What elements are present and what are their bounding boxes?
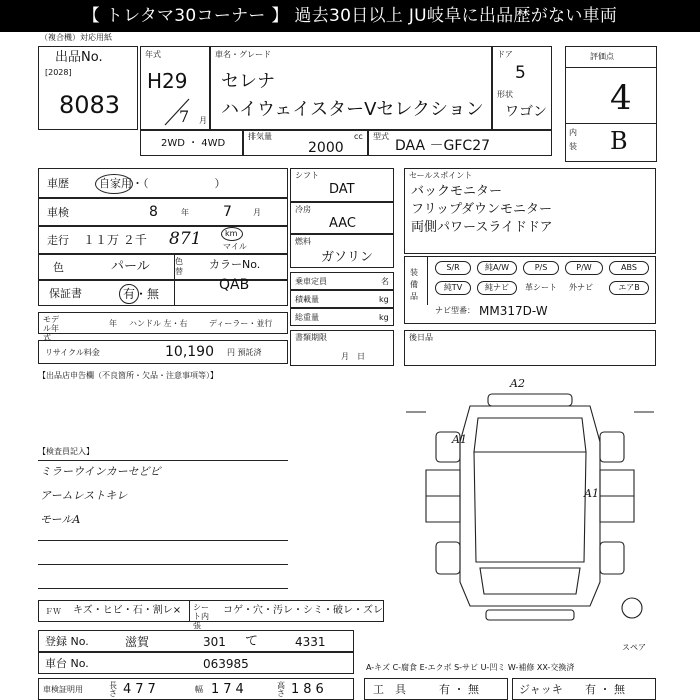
reg-kana: て: [245, 634, 259, 649]
shift-box: [290, 168, 394, 202]
sales-box: [404, 168, 656, 254]
dim-width: 174: [211, 682, 248, 697]
color-value: パール: [111, 259, 150, 274]
warranty-yes-circle: [119, 284, 139, 304]
equipment-box: [404, 256, 656, 324]
equip-tv: 純TV: [435, 281, 471, 295]
body-value: ワゴン: [505, 104, 547, 120]
displacement-value: 2000: [308, 140, 344, 156]
load-label: 積載量: [295, 295, 319, 304]
grade-name: ハイウェイスターVセレクション: [221, 99, 484, 120]
color-no-label: カラーNo.: [209, 258, 261, 271]
mileage-label: 走行: [47, 234, 69, 247]
chassis-label: 車台 No.: [45, 657, 89, 670]
form-note: （複合機）対応用紙: [40, 33, 112, 42]
equip-sunroof: S/R: [435, 261, 471, 275]
seat-value: コゲ・穴・汚レ・シミ・破レ・ズレ: [223, 605, 383, 616]
fuel-label: 燃料: [295, 237, 311, 246]
model-year-label: モデル年式: [43, 315, 59, 342]
navi-label: ナビ型番：: [435, 306, 475, 315]
equip-ext-navi: 外ナビ: [569, 283, 593, 292]
damage-legend: A-キズ C-腐食 E-エクボ S-サビ U-凹ミ W-補修 XX-交換済: [366, 663, 575, 672]
handle-value: ハンドル 左・右: [129, 319, 188, 328]
year-slash: [161, 97, 191, 127]
color-divider: [174, 254, 175, 306]
model-year-row: [38, 312, 288, 342]
doors-value: 5: [515, 63, 526, 83]
shift-value: DAT: [329, 182, 355, 197]
interior-label-1: 内: [569, 128, 577, 137]
inspector-note-2: アームレストキレ: [40, 489, 128, 502]
shift-label: シフト: [295, 171, 319, 180]
displacement-unit: cc: [354, 132, 363, 141]
sales-point-3: 両側パワースライドドア: [411, 220, 553, 235]
load-box: [290, 290, 394, 308]
weight-label: 総重量: [295, 313, 319, 322]
chassis-row: [38, 652, 354, 674]
history-label: 車歴: [47, 177, 69, 190]
inspector-line-3: [38, 588, 288, 589]
dim-width-label: 幅: [195, 685, 203, 694]
weight-unit: kg: [379, 313, 389, 322]
inspector-note-1: ミラーウインカーセどビ: [40, 465, 161, 478]
recycle-unit: 円 預託済: [227, 348, 262, 357]
fw-label: ＦＷ: [45, 607, 61, 616]
dim-length-label: 長さ: [109, 681, 117, 698]
dealer-value: ディーラー・並行: [209, 319, 273, 328]
after-label: 後日品: [409, 333, 433, 342]
recycle-value: 10,190: [165, 344, 214, 360]
equip-power-window: P/W: [565, 261, 603, 275]
seller-notes-label: 【出品店申告欄（不良箇所・欠品・注意事項等）】: [38, 371, 218, 380]
equip-alloy-wheel: 純A/W: [477, 261, 517, 275]
month-suffix: 月: [199, 116, 207, 125]
displacement-box: [243, 130, 368, 156]
warranty-row: [38, 277, 288, 306]
doors-label: ドア: [497, 50, 513, 59]
equipment-label: 装備品: [410, 268, 418, 301]
inspector-line-2: [38, 564, 288, 565]
inspection-year-unit: 年: [181, 208, 189, 217]
body-label: 形状: [497, 90, 513, 99]
lot-number: 8083: [59, 91, 121, 119]
tools-value: 有 ・ 無: [439, 683, 479, 696]
private-use-circle: [95, 174, 133, 194]
door-box: [492, 46, 552, 130]
damage-mark-left: A1: [452, 433, 467, 446]
reg-number: 4331: [295, 635, 326, 649]
lot-code: [2028]: [45, 68, 72, 77]
reg-label: 登録 No.: [45, 635, 89, 648]
recycle-row: [38, 340, 288, 364]
inspector-divider: [38, 460, 288, 461]
tools-label: 工 具: [373, 683, 406, 696]
reg-class: 301: [203, 635, 226, 649]
inspection-month-unit: 月: [253, 208, 261, 217]
fuel-value: ガソリン: [321, 250, 374, 265]
mileage-unit-km: km: [225, 229, 238, 238]
color-no-value: QAB: [219, 277, 250, 293]
model-box: [210, 46, 492, 130]
dim-label: 車検証明用: [43, 685, 83, 694]
displacement-label: 排気量: [248, 132, 272, 141]
capacity-box: [290, 272, 394, 290]
score-value: 4: [610, 78, 632, 118]
type-box: [368, 130, 552, 156]
year-box: [140, 46, 210, 130]
weight-box: [290, 308, 394, 326]
drive-box: [140, 130, 243, 156]
dim-length: 477: [123, 682, 160, 697]
score-divider: [566, 67, 656, 68]
ac-value: AAC: [329, 216, 356, 231]
lot-box: [38, 46, 138, 130]
dimensions-row: [38, 678, 354, 700]
capacity-label: 乗車定員: [295, 277, 327, 286]
type-value: DAA －GFC27: [395, 138, 491, 154]
equip-airbag: エアB: [609, 281, 649, 295]
capacity-unit: 名: [381, 277, 389, 286]
damage-mark-front: A2: [510, 377, 525, 390]
jack-value: 有 ・ 無: [585, 683, 625, 696]
after-box: [404, 330, 656, 366]
spare-tire-label: スペア: [622, 643, 646, 652]
model-name: セレナ: [221, 71, 275, 92]
inspection-row: [38, 198, 288, 226]
inspection-label: 車検: [47, 206, 69, 219]
warranty-value: 有・無: [123, 287, 160, 301]
reg-area: 滋賀: [125, 635, 150, 649]
equip-navi: 純ナビ: [477, 281, 517, 295]
load-unit: kg: [379, 295, 389, 304]
seat-label: シート内張: [193, 603, 209, 630]
history-value: 自家用・（ ）: [99, 177, 226, 190]
dim-height: 186: [291, 682, 328, 697]
interior-divider: [566, 123, 656, 124]
mileage-row: [38, 226, 288, 254]
damage-mark-right: A1: [584, 487, 599, 500]
tools-box: [364, 678, 508, 700]
mileage-handwritten: 871: [169, 229, 202, 249]
expiry-box: [290, 330, 394, 366]
ac-box: [290, 202, 394, 234]
warranty-label: 保証書: [49, 287, 82, 300]
sales-point-2: フリップダウンモニター: [411, 202, 553, 217]
jack-box: [512, 678, 656, 700]
equip-leather: 革シート: [525, 283, 557, 292]
fw-row: [38, 600, 384, 630]
car-damage-diagram: [400, 372, 660, 642]
score-box: [565, 46, 657, 162]
inspection-year: 8: [149, 204, 158, 220]
mileage-value: １１万 ２千: [83, 233, 147, 247]
fuel-box: [290, 234, 394, 268]
km-circle: [221, 227, 243, 241]
history-row: [38, 168, 288, 198]
sales-label: セールスポイント: [409, 171, 473, 180]
model-year-unit: 年: [109, 319, 117, 328]
inspector-line-1: [38, 540, 288, 541]
title-banner: 【 トレタマ30コーナー 】 過去30日以上 JU岐阜に出品歴がない車両: [0, 0, 700, 32]
equipment-divider: [427, 257, 428, 305]
recycle-label: リサイクル料金: [45, 348, 100, 357]
sales-point-1: バックモニター: [411, 184, 503, 199]
inspection-month: 7: [223, 204, 232, 220]
interior-value: B: [610, 127, 628, 155]
fw-value: キズ・ヒビ・石・割レ×: [73, 605, 182, 616]
month-value: 7: [179, 107, 190, 126]
equip-abs: ABS: [609, 261, 649, 275]
lot-label: 出品No.: [55, 50, 103, 65]
interior-label-2: 装: [569, 142, 577, 151]
year-label: 年式: [145, 50, 161, 59]
equip-power-steering: P/S: [523, 261, 559, 275]
jack-label: ジャッキ: [519, 683, 563, 696]
registration-row: [38, 630, 354, 652]
score-label: 評価点: [590, 52, 614, 61]
color-row: [38, 254, 288, 280]
ac-label: 冷房: [295, 205, 311, 214]
chassis-value: 063985: [203, 657, 249, 671]
navi-model: MM317D-W: [479, 304, 548, 318]
year-value: H29: [147, 69, 188, 93]
expiry-unit: 月 日: [341, 352, 365, 361]
model-label: 車名・グレード: [215, 50, 271, 59]
drive-value: 2WD ・ 4WD: [161, 138, 226, 149]
dim-height-label: 高さ: [277, 681, 285, 698]
color-label: 色: [53, 261, 64, 274]
inspector-label: 【検査員記入】: [38, 447, 94, 456]
fw-divider: [189, 601, 190, 621]
expiry-label: 書類期限: [295, 333, 327, 342]
type-label: 型式: [373, 132, 389, 141]
color-change-label: 色替: [175, 257, 183, 276]
inspector-note-3: モールA: [40, 513, 81, 526]
mileage-unit-mile: マイル: [223, 242, 247, 251]
